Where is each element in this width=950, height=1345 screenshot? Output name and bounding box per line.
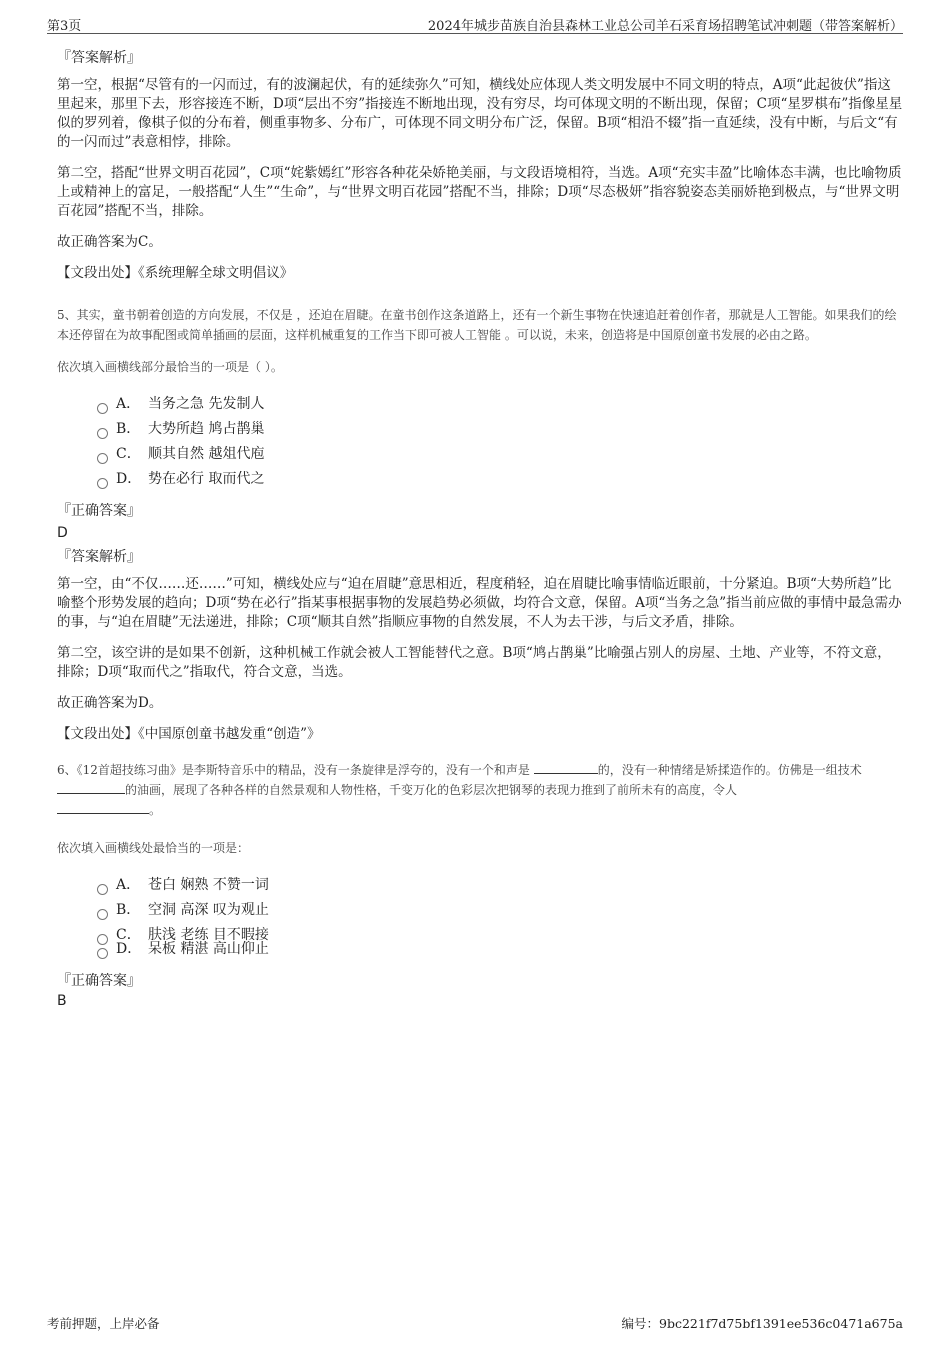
analysis-conclusion: 故正确答案为C。: [57, 234, 162, 250]
analysis-label: 『答案解析』: [57, 549, 141, 565]
fill-blank-2: [57, 781, 125, 794]
source-citation: 【文段出处】《系统理解全球文明倡议》: [57, 265, 294, 281]
option-d[interactable]: D． 势在必行 取而代之: [97, 470, 903, 495]
radio-icon[interactable]: [97, 948, 108, 959]
option-a[interactable]: A． 苍白 娴熟 不赞一词: [97, 876, 903, 901]
option-d[interactable]: D． 呆板 精湛 高山仰止: [97, 940, 903, 965]
option-a[interactable]: A． 当务之急 先发制人: [97, 395, 903, 420]
source-citation: 【文段出处】《中国原创童书越发重“创造”》: [57, 726, 321, 742]
radio-icon[interactable]: [97, 478, 108, 489]
main-content: [57, 48, 903, 1015]
document-id: 编号：9bc221f7d75bf1391ee536c0471a675a: [621, 1316, 903, 1331]
answer-label: 『正确答案』: [57, 973, 141, 989]
radio-icon[interactable]: [97, 884, 108, 895]
option-c[interactable]: C． 顺其自然 越俎代庖: [97, 445, 903, 470]
analysis-conclusion: 故正确答案为D。: [57, 695, 163, 711]
question-5-prompt: 依次填入画横线部分最恰当的一项是（ ）。: [57, 360, 283, 374]
analysis-paragraph: 第二空，搭配“世界文明百花园”，C项“姹紫嫣红”形容各种花朵娇艳美丽，与文段语境相符，当选。A项“充实丰盈”比喻体态丰满，也比喻物质上或精神上的富足，一般搭配“人生”“生命”，与“世界文明百花园”搭配不当，排除；D项“尽态极妍”指容貌姿态美丽娇艳到极点，与“世界文明百花园”搭配不当，排除。: [57, 165, 902, 219]
analysis-paragraph: 第二空，该空讲的是如果不创新，这种机械工作就会被人工智能替代之意。B项“鸠占鹊巢”比喻强占别人的房屋、土地、产业等，不符文意，排除；D项“取而代之”指取代，符合文意，当选。: [57, 645, 891, 680]
radio-icon[interactable]: [97, 403, 108, 414]
fill-blank-3: [57, 801, 149, 814]
question-6-options: [97, 876, 903, 965]
option-b[interactable]: B． 大势所趋 鸠占鹊巢: [97, 420, 903, 445]
option-b[interactable]: B． 空洞 高深 叹为观止: [97, 901, 903, 926]
document-title: 2024年城步苗族自治县森林工业总公司羊石采育场招聘笔试冲刺题（带答案解析）: [427, 19, 903, 34]
page-header: [47, 13, 903, 34]
analysis-label: 『答案解析』: [57, 50, 141, 66]
footer-slogan: 考前押题，上岸必备: [47, 1316, 160, 1331]
question-5-options: [97, 395, 903, 495]
question-6-prompt: 依次填入画横线处最恰当的一项是：: [57, 841, 250, 855]
fill-blank-1: [534, 761, 598, 774]
analysis-paragraph: 第一空，根据“尽管有的一闪而过，有的波澜起伏，有的延续弥久”可知，横线处应体现人类文明发展中不同文明的特点，A项“此起彼伏”指这里起来，那里下去，形容接连不断，D项“层出不穷”指接连不断地出现，没有穷尽，均可体现文明的不断出现，保留；C项“星罗棋布”指像星星似的罗列着，像棋子似的分布着，侧重事物多、分布广，可体现不同文明分布广泛，保留。B项“相沿不辍”指一直延续，没有中断，与后文“有的一闪而过”表意相悖，排除。: [57, 77, 903, 150]
page-number: 第3页: [47, 19, 82, 34]
radio-icon[interactable]: [97, 934, 108, 945]
radio-icon[interactable]: [97, 428, 108, 439]
question-6-text: 6、《12首超技练习曲》是李斯特音乐中的精品，没有一条旋律是浮夸的，没有一个和声是 的，没有一种情绪是矫揉造作的。仿佛是一组技术 的油画，展现了各种各样的自然景观和人物性格，千变万化的色彩层次把钢琴的表现力推到了前所未有的高度，令人 。: [57, 763, 862, 817]
question-5-text: 5、其实，童书朝着创造的方向发展，不仅是 ，还迫在眉睫。在童书创作这条道路上，还有一个新生事物在快速追赶着创作者，那就是人工智能。如果我们的绘本还停留在为故事配图或简单插画的层面，这样机械重复的工作当下即可被人工智能 。可以说，未来，创造将是中国原创童书发展的必由之路。: [57, 308, 897, 342]
radio-icon[interactable]: [97, 909, 108, 920]
correct-answer: B: [57, 993, 67, 1009]
answer-label: 『正确答案』: [57, 503, 141, 519]
radio-icon[interactable]: [97, 453, 108, 464]
correct-answer: D: [57, 525, 68, 541]
option-c[interactable]: C． 肤浅 老练 目不暇接: [97, 926, 903, 940]
analysis-paragraph: 第一空，由“不仅……还……”可知，横线处应与“迫在眉睫”意思相近，程度稍轻，迫在眉睫比喻事情临近眼前，十分紧迫。B项“大势所趋”比喻整个形势发展的趋向；D项“势在必行”指某事根据事物的发展趋势必须做，均符合文意，保留。A项“当务之急”指当前应做的事情中最急需办的事，与“迫在眉睫”无法递进，排除；C项“顺其自然”指顺应事物的自然发展，不人为去干涉，与后文矛盾，排除。: [57, 576, 902, 630]
